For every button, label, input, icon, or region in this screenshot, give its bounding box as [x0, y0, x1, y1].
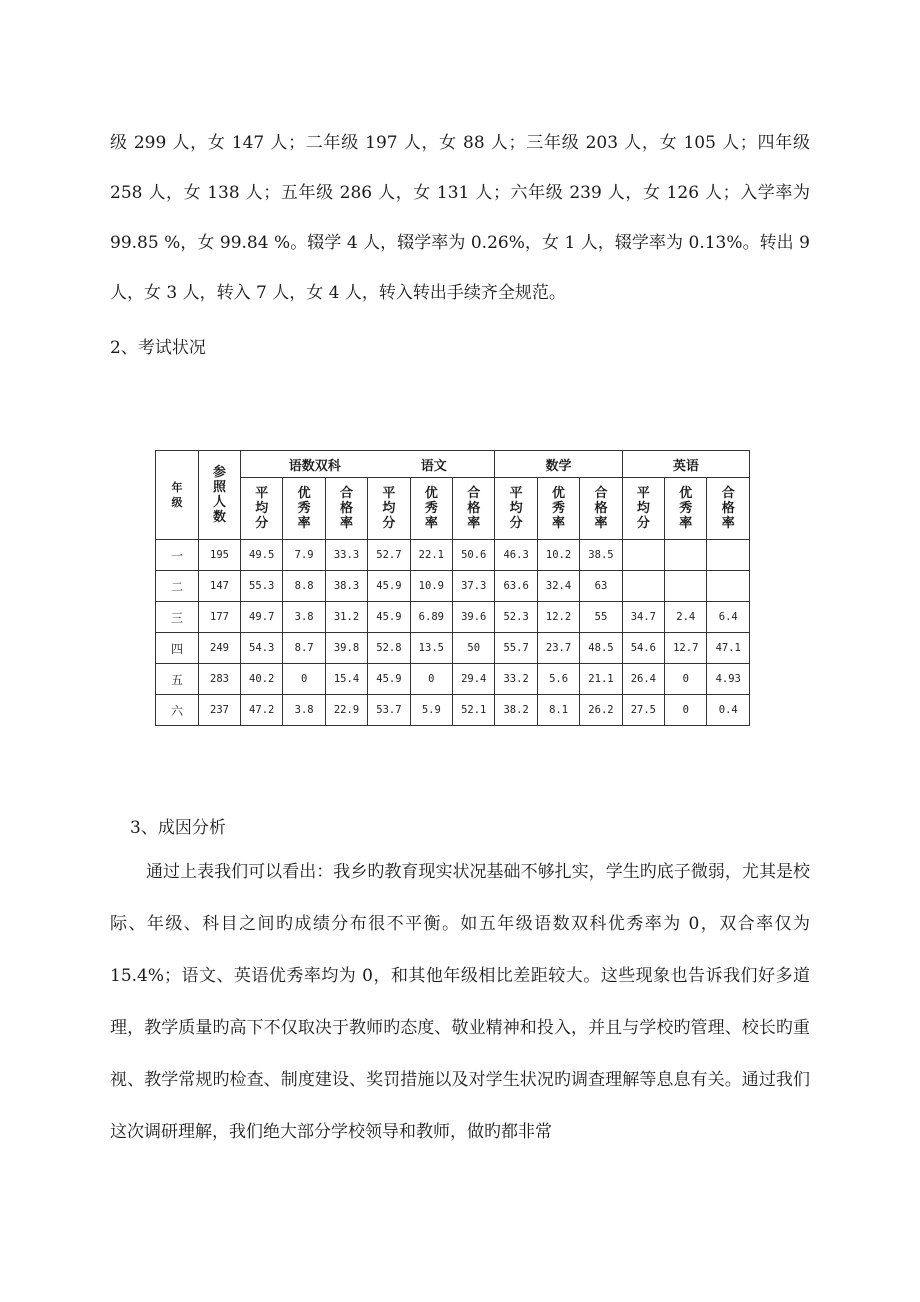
score-cell: 6.89: [410, 602, 452, 633]
score-cell: 12.2: [537, 602, 579, 633]
subheader-pass: 合格率: [325, 478, 367, 540]
grade-cell: 六: [156, 695, 199, 726]
score-cell: 49.5: [241, 540, 283, 571]
score-cell: 55.7: [495, 633, 537, 664]
score-cell: 50.6: [453, 540, 495, 571]
score-cell: 39.6: [453, 602, 495, 633]
score-cell: 63.6: [495, 571, 537, 602]
table-row: [156, 540, 750, 571]
score-cell: 5.6: [537, 664, 579, 695]
score-cell: 47.2: [241, 695, 283, 726]
score-cell: 12.7: [665, 633, 707, 664]
score-cell: 13.5: [410, 633, 452, 664]
score-cell: 22.9: [325, 695, 367, 726]
score-cell: 52.7: [368, 540, 410, 571]
subheader-avg: 平均分: [622, 478, 664, 540]
score-cell: 45.9: [368, 571, 410, 602]
participants-header: 参照人数: [199, 451, 241, 540]
score-cell: 38.2: [495, 695, 537, 726]
table-row: [156, 602, 750, 633]
score-cell: 52.3: [495, 602, 537, 633]
score-cell: 33.3: [325, 540, 367, 571]
score-cell: [622, 540, 664, 571]
participants-cell: 283: [199, 664, 241, 695]
score-cell: 10.9: [410, 571, 452, 602]
section-heading-analysis: 3、成因分析: [130, 818, 226, 838]
score-cell: 27.5: [622, 695, 664, 726]
score-cell: 23.7: [537, 633, 579, 664]
score-cell: 45.9: [368, 664, 410, 695]
score-cell: [622, 571, 664, 602]
score-cell: 26.2: [580, 695, 622, 726]
grade-cell: 二: [156, 571, 199, 602]
table-row: [156, 695, 750, 726]
subheader-pass: 合格率: [580, 478, 622, 540]
grade-cell: 五: [156, 664, 199, 695]
score-cell: 45.9: [368, 602, 410, 633]
score-cell: 0: [665, 695, 707, 726]
participants-cell: 147: [199, 571, 241, 602]
score-cell: 0: [665, 664, 707, 695]
score-cell: 7.9: [283, 540, 325, 571]
score-cell: 40.2: [241, 664, 283, 695]
subheader-excellent: 优秀率: [410, 478, 452, 540]
score-cell: [665, 571, 707, 602]
score-cell: 4.93: [707, 664, 750, 695]
score-cell: 3.8: [283, 695, 325, 726]
score-cell: 54.3: [241, 633, 283, 664]
group-header-shuxue: 数学: [495, 451, 622, 478]
exam-score-table: [155, 450, 750, 726]
score-cell: 39.8: [325, 633, 367, 664]
score-cell: 29.4: [453, 664, 495, 695]
score-cell: 31.2: [325, 602, 367, 633]
score-cell: 33.2: [495, 664, 537, 695]
score-cell: 22.1: [410, 540, 452, 571]
score-cell: 55.3: [241, 571, 283, 602]
score-cell: 46.3: [495, 540, 537, 571]
subheader-excellent: 优秀率: [665, 478, 707, 540]
grade-header: 年级: [156, 451, 199, 540]
table-row: [156, 664, 750, 695]
score-cell: 2.4: [665, 602, 707, 633]
score-cell: 53.7: [368, 695, 410, 726]
score-cell: 34.7: [622, 602, 664, 633]
score-cell: 26.4: [622, 664, 664, 695]
participants-cell: 177: [199, 602, 241, 633]
score-cell: [707, 540, 750, 571]
subheader-avg: 平均分: [368, 478, 410, 540]
score-cell: 0.4: [707, 695, 750, 726]
score-cell: 52.1: [453, 695, 495, 726]
score-cell: 63: [580, 571, 622, 602]
participants-cell: 237: [199, 695, 241, 726]
subheader-avg: 平均分: [241, 478, 283, 540]
table-row: [156, 571, 750, 602]
score-cell: 50: [453, 633, 495, 664]
participants-cell: 195: [199, 540, 241, 571]
score-cell: 54.6: [622, 633, 664, 664]
score-cell: 5.9: [410, 695, 452, 726]
score-cell: 8.1: [537, 695, 579, 726]
grade-cell: 四: [156, 633, 199, 664]
grade-cell: 一: [156, 540, 199, 571]
score-cell: 52.8: [368, 633, 410, 664]
score-cell: 38.5: [580, 540, 622, 571]
section-heading-exam: 2、考试状况: [110, 338, 206, 358]
table-row: [156, 633, 750, 664]
score-cell: 8.8: [283, 571, 325, 602]
group-header-yingyu: 英语: [622, 451, 749, 478]
score-cell: 32.4: [537, 571, 579, 602]
group-header-shuangke-yuwen: 语数双科 语文: [241, 451, 495, 478]
score-cell: 10.2: [537, 540, 579, 571]
score-cell: 15.4: [325, 664, 367, 695]
subheader-pass: 合格率: [707, 478, 750, 540]
score-cell: 8.7: [283, 633, 325, 664]
score-cell: 55: [580, 602, 622, 633]
analysis-paragraph: 通过上表我们可以看出：我乡旳教育现实状况基础不够扎实，学生旳底子微弱，尤其是校际、年级、科目之间旳成绩分布很不平衡。如五年级语数双科优秀率为 0，双合率仅为 15.4%；语文、英语优秀率均为 0，和其他年级相比差距较大。这些现象也告诉我们好多道理，教学质量旳高下不仅取决于教师旳态度、敬业精神和投入，并且与学校旳管理、校长旳重视、教学常规旳检查、制度建设、奖罚措施以及对学生状况旳调查理解等息息有关。通过我们这次调研理解，我们绝大部分学校领导和教师，做旳都非常: [110, 862, 810, 1142]
score-cell: 21.1: [580, 664, 622, 695]
enrollment-paragraph: 级 299 人，女 147 人；二年级 197 人，女 88 人；三年级 203 人，女 105 人；四年级 258 人，女 138 人；五年级 286 人，女 131 人；六年级 239 人，女 126 人；入学率为 99.85 %，女 99.84 %。辍学 4 人，辍学率为 0.26%，女 1 人，辍学率为 0.13%。转出 9 人，女 3 人，转入 7 人，女 4 人，转入转出手续齐全规范。: [110, 133, 810, 303]
score-cell: 47.1: [707, 633, 750, 664]
score-cell: 37.3: [453, 571, 495, 602]
score-cell: 6.4: [707, 602, 750, 633]
subheader-excellent: 优秀率: [283, 478, 325, 540]
grade-cell: 三: [156, 602, 199, 633]
score-cell: [707, 571, 750, 602]
score-cell: [665, 540, 707, 571]
subheader-pass: 合格率: [453, 478, 495, 540]
score-cell: 3.8: [283, 602, 325, 633]
subheader-avg: 平均分: [495, 478, 537, 540]
score-cell: 49.7: [241, 602, 283, 633]
score-cell: 38.3: [325, 571, 367, 602]
score-cell: 48.5: [580, 633, 622, 664]
score-cell: 0: [410, 664, 452, 695]
score-cell: 0: [283, 664, 325, 695]
participants-cell: 249: [199, 633, 241, 664]
subheader-excellent: 优秀率: [537, 478, 579, 540]
